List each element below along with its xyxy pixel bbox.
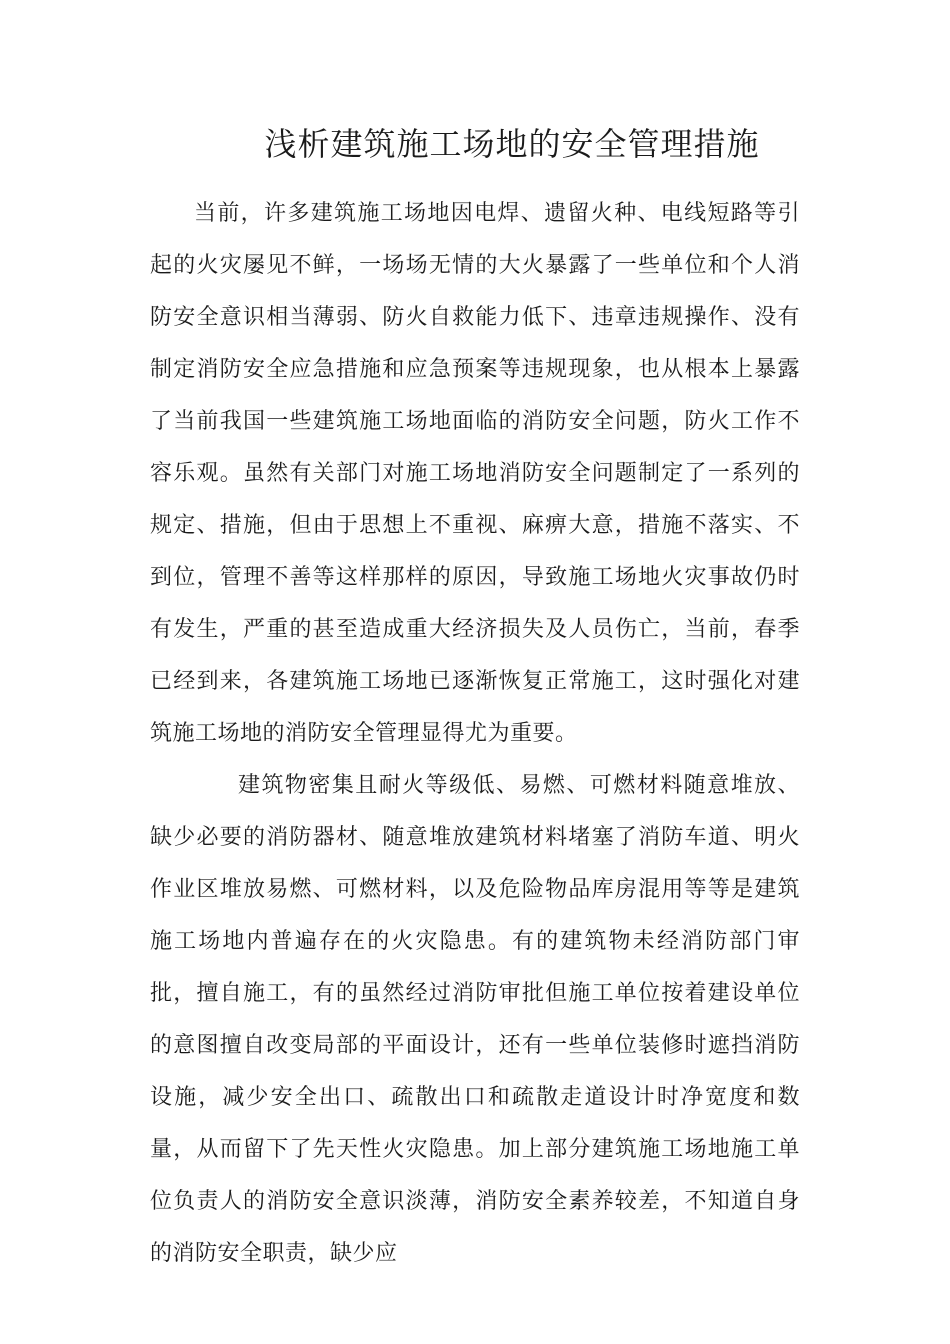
paragraph: 当前，许多建筑施工场地因电焊、遗留火种、电线短路等引起的火灾屡见不鲜，一场场无情的大火暴露了一些单位和个人消防安全意识相当薄弱、防火自救能力低下、违章违规操作、没有制定消防安全应急措施和应急预案等违规现象，也从根本上暴露了当前我国一些建筑施工场地面临的消防安全问题，防火工作不容乐观。虽然有关部门对施工场地消防安全问题制定了一系列的规定、措施，但由于思想上不重视、麻痹大意，措施不落实、不到位，管理不善等这样那样的原因，导致施工场地火灾事故仍时有发生，严重的甚至造成重大经济损失及人员伤亡，当前，春季已经到来，各建筑施工场地已逐渐恢复正常施工，这时强化对建筑施工场地的消防安全管理显得尤为重要。 bbox=[150, 201, 800, 746]
document-body bbox=[150, 188, 800, 1280]
paragraph: 建筑物密集且耐火等级低、易燃、可燃材料随意堆放、缺少必要的消防器材、随意堆放建筑材料堵塞了消防车道、明火作业区堆放易燃、可燃材料，以及危险物品库房混用等等是建筑施工场地内普遍存在的火灾隐患。有的建筑物未经消防部门审批，擅自施工，有的虽然经过消防审批但施工单位按着建设单位的意图擅自改变局部的平面设计，还有一些单位装修时遮挡消防设施，减少安全出口、疏散出口和疏散走道设计时净宽度和数量，从而留下了先天性火灾隐患。加上部分建筑施工场地施工单位负责人的消防安全意识淡薄，消防安全素养较差，不知道自身的消防安全职责，缺少应 bbox=[150, 773, 800, 1266]
document-title: 浅析建筑施工场地的安全管理措施 bbox=[264, 125, 760, 163]
